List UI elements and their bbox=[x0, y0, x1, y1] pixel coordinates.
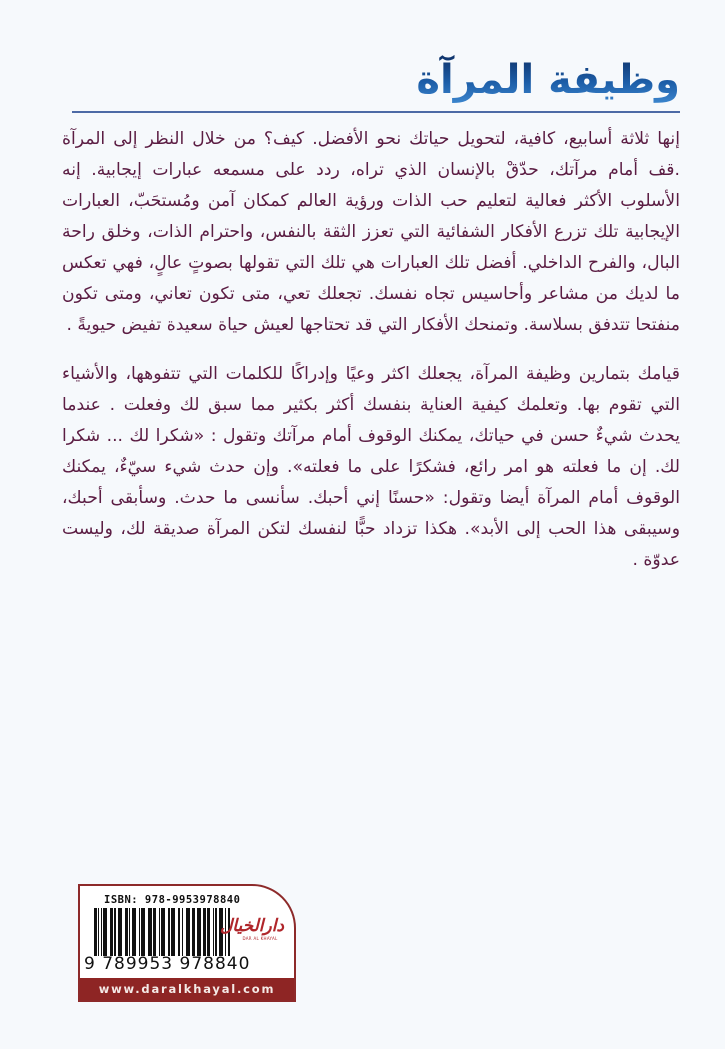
barcode-digits: 9 789953 978840 bbox=[84, 954, 251, 974]
page-title: وظيفة المرآة bbox=[416, 54, 680, 106]
paragraph-2: قيامك بتمارين وظيفة المرآة، يجعلك اكثر وعيًا وإدراكًا للكلمات التي تتفوهها، والأشياء التي تقوم بها. وتعلمك كيفية العناية بنفسك أكثر بكثير مما سبق لك وفعلت . عندما يحدث شيءٌ حسن في حياتك، يمكنك الوقوف أمام مرآتك وتقول : «شكرا لك ... شكرا لك. إن ما فعلته هو امر رائع، فشكرًا على ما فعلته». وإن حدث شيء سيّءٌ، يمكنك الوقوف أمام المرآة أيضا وتقول: «حسنًا إني أحبك. سأنسى ما حدث. وسأبقى أحبك، وسيبقى هذا الحب إلى الأبد». هكذا تزداد حبًّا لنفسك لتكن المرآة صديقة لك، وليست عدوّة . bbox=[62, 364, 680, 570]
isbn-barcode-box bbox=[78, 884, 296, 1002]
publisher-logo bbox=[219, 916, 284, 946]
publisher-logo-subtext: DAR AL KHAYAL bbox=[242, 936, 278, 941]
publisher-url[interactable]: www.daralkhayal.com bbox=[80, 978, 294, 1000]
title-area bbox=[72, 52, 680, 114]
back-cover-text bbox=[62, 124, 680, 576]
barcode-icon bbox=[94, 908, 232, 956]
title-divider bbox=[72, 111, 680, 113]
paragraph-1: إنها ثلاثة أسابيع، كافية، لتحويل حياتك نحو الأفضل. كيف؟ من خلال النظر إلى المرآة .قف أمام مرآتك، حدّقْ بالإنسان الذي تراه، ردد على مسمعه عبارات إيجابية. إنه الأسلوب الأكثر فعالية لتعليم حب الذات ورؤية العالم كمكان آمن ومُستحَبّ، العبارات الإيجابية تلك تزرع الأفكار الشفائية التي تعزز الثقة بالنفس، واحترام الذات، وخلق راحة البال، والفرح الداخلي. أفضل تلك العبارات هي تلك التي تقولها بصوتٍ عالٍ، فهي تعكس ما لديك من مشاعر وأحاسيس تجاه نفسك. تجعلك تعي، متى تكون تعاني، ومتى تكون منفتحا تتدفق بسلاسة. وتمنحك الأفكار التي قد تحتاجها لعيش حياة سعيدة تفيض حيويةً . bbox=[62, 129, 680, 335]
isbn-label: ISBN: 978-9953978840 bbox=[104, 894, 241, 906]
publisher-logo-text: دارالخيال bbox=[219, 916, 284, 936]
